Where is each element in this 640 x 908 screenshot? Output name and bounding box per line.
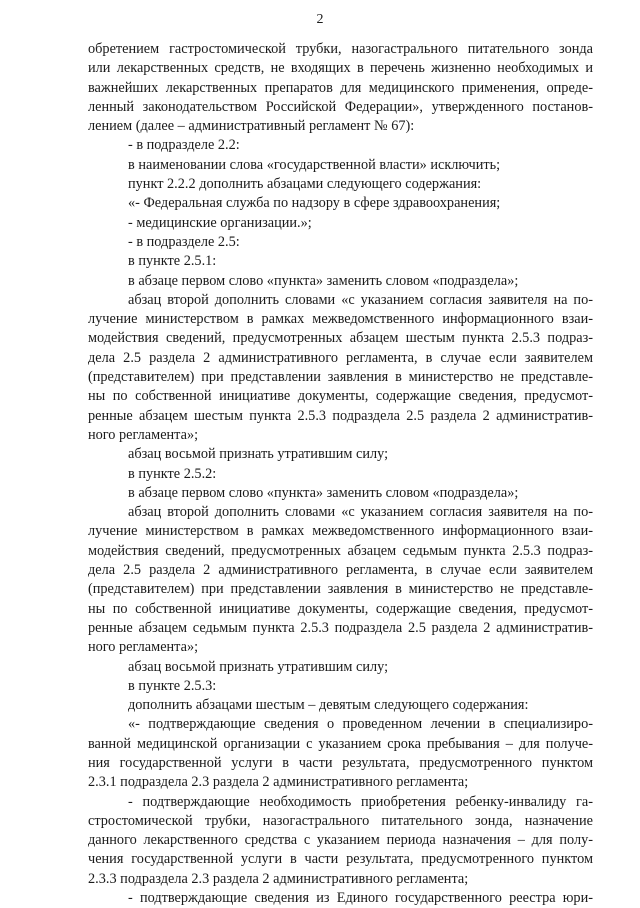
text-line: ния государственной услуги в части результата, предусмотренного пунктом bbox=[88, 754, 593, 771]
text-line: данного лекарственного средства с указанием периода назначения – для полу- bbox=[88, 832, 593, 849]
text-line: в пункте 2.5.3: bbox=[128, 677, 217, 694]
text-line: стростомической трубки, назогастрального питательного зонда, назначение bbox=[88, 812, 593, 829]
text-line: абзац второй дополнить словами «с указанием согласия заявителя на по- bbox=[128, 504, 593, 521]
text-line: - в подразделе 2.2: bbox=[128, 137, 240, 154]
text-line: чения государственной услуги в части результата, предусмотренного пунктом bbox=[88, 851, 593, 868]
text-line: 2.3.3 подраздела 2.3 раздела 2 административного регламента; bbox=[88, 870, 469, 887]
text-line: ного регламента»; bbox=[88, 426, 199, 443]
text-line: (представителем) при представлении заявления в министерство не представле- bbox=[88, 581, 593, 598]
page-number: 2 bbox=[316, 12, 324, 27]
text-line: - подтверждающие сведения из Единого государственного реестра юри- bbox=[128, 890, 593, 907]
text-line: в пункте 2.5.1: bbox=[128, 253, 217, 270]
text-line: или лекарственных средств, не входящих в перечень жизненно необходимых и bbox=[88, 60, 593, 77]
text-line: «- Федеральная служба по надзору в сфере здравоохранения; bbox=[128, 195, 501, 212]
text-line: ны по собственной инициативе документы, содержащие сведения, предусмот- bbox=[88, 600, 593, 617]
text-line: дела 2.5 раздела 2 административного регламента, в случае если заявителем bbox=[88, 349, 593, 366]
text-line: ленный законодательством Российской Федерации», утвержденного постанов- bbox=[88, 98, 593, 115]
text-line: - медицинские организации.»; bbox=[128, 214, 312, 231]
text-line: ренные абзацем седьмым пункта 2.5.3 подраздела 2.5 раздела 2 административ- bbox=[88, 619, 593, 636]
text-line: модействия сведений, предусмотренных абзацем шестым пункта 2.5.3 подраз- bbox=[88, 330, 593, 347]
text-line: - в подразделе 2.5: bbox=[128, 233, 240, 250]
text-line: лением (далее – административный регламент № 67): bbox=[88, 118, 415, 135]
text-line: дела 2.5 раздела 2 административного регламента, в случае если заявителем bbox=[88, 562, 593, 579]
text-line: (представителем) при представлении заявления в министерство не представле- bbox=[88, 369, 593, 386]
text-line: пункт 2.2.2 дополнить абзацами следующего содержания: bbox=[128, 176, 482, 193]
text-line: дополнить абзацами шестым – девятым следующего содержания: bbox=[128, 697, 529, 714]
text-line: 2.3.1 подраздела 2.3 раздела 2 административного регламента; bbox=[88, 774, 469, 791]
text-line: ны по собственной инициативе документы, содержащие сведения, предусмот- bbox=[88, 388, 593, 405]
text-line: в абзаце первом слово «пункта» заменить словом «подраздела»; bbox=[128, 484, 519, 501]
text-line: абзац второй дополнить словами «с указанием согласия заявителя на по- bbox=[128, 291, 593, 308]
text-line: в наименовании слова «государственной власти» исключить; bbox=[128, 156, 501, 173]
text-line: модействия сведений, предусмотренных абзацем седьмым пункта 2.5.3 подраз- bbox=[88, 542, 593, 559]
text-line: ного регламента»; bbox=[88, 639, 199, 656]
text-line: лучение министерством в рамках межведомственного информационного взаи- bbox=[88, 311, 593, 328]
document-body bbox=[88, 40, 593, 908]
text-line: ванной медицинской организации с указанием срока пребывания – для получе- bbox=[88, 735, 593, 752]
text-line: лучение министерством в рамках межведомственного информационного взаи- bbox=[88, 523, 593, 540]
text-line: в пункте 2.5.2: bbox=[128, 465, 217, 482]
text-line: важнейших лекарственных препаратов для медицинского применения, опреде- bbox=[88, 79, 593, 96]
text-line: ренные абзацем шестым пункта 2.5.3 подраздела 2.5 раздела 2 административ- bbox=[88, 407, 593, 424]
text-line: абзац восьмой признать утратившим силу; bbox=[128, 446, 389, 463]
text-line: обретением гастростомической трубки, назогастрального питательного зонда bbox=[88, 41, 593, 57]
text-line: в абзаце первом слово «пункта» заменить словом «подраздела»; bbox=[128, 272, 519, 289]
text-line: абзац восьмой признать утратившим силу; bbox=[128, 658, 389, 675]
text-line: - подтверждающие необходимость приобретения ребенку-инвалиду га- bbox=[128, 793, 593, 810]
text-line: «- подтверждающие сведения о проведенном лечении в специализиро- bbox=[128, 716, 593, 733]
